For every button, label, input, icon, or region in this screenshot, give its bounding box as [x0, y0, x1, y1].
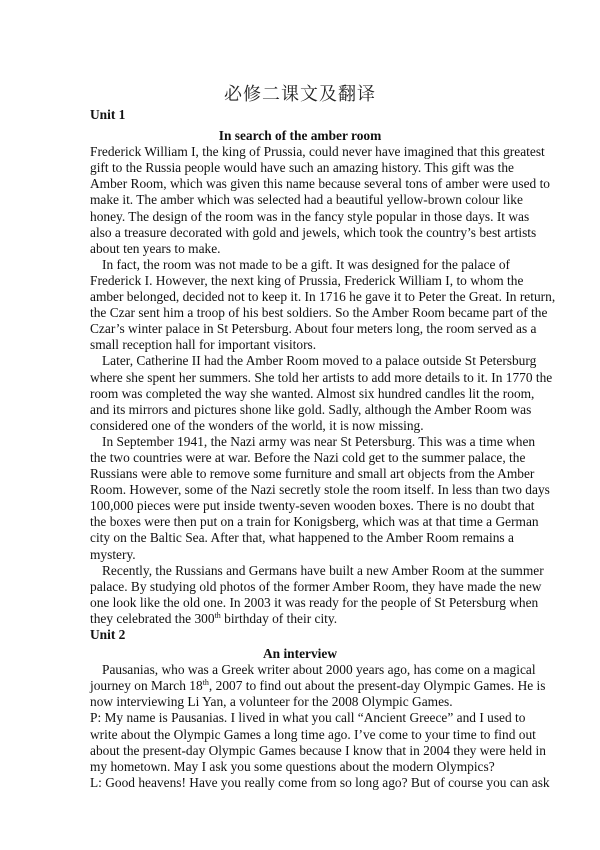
text-line: In September 1941, the Nazi army was near St Petersburg. This was a time when — [102, 433, 536, 449]
text-line: mystery. — [90, 546, 136, 562]
superscript: th — [214, 610, 221, 620]
text-line: and its mirrors and pictures shone like gold. Sadly, although the Amber Room was — [90, 401, 532, 417]
unit-1-heading: In search of the amber room — [218, 128, 382, 144]
text-line: about the present-day Olympic Games because I know that in 2004 they were held in — [90, 742, 546, 758]
text-line: honey. The design of the room was in the fancy style popular in those days. It was — [90, 208, 530, 224]
text-line: room was completed the way she wanted. Almost six hundred candles lit the room, — [90, 385, 535, 401]
paragraph — [90, 433, 550, 563]
text-line: one look like the old one. In 2003 it was ready for the people of St Petersburg when — [90, 594, 539, 610]
text-segment: , 2007 to find out about the present-day Olympic Games. He is — [208, 678, 546, 694]
paragraph — [90, 256, 556, 354]
unit-1-label: Unit 1 — [90, 107, 126, 122]
text-line: city on the Baltic Sea. After that, what happened to the Amber Room remains a — [90, 530, 514, 546]
text-line: Later, Catherine II had the Amber Room moved to a palace outside St Petersburg — [102, 353, 537, 369]
text-line: P: My name is Pausanias. I lived in what you call “Ancient Greece” and I used to — [90, 710, 526, 726]
text-line: amber belonged, decided not to keep it. In 1716 he gave it to Peter the Great. In return, — [90, 289, 556, 305]
text-line: the Czar sent him a troop of his best soldiers. So the Amber Room became part of the — [90, 305, 548, 321]
text-line: the boxes were then put on a train for Konigsberg, which was at that time a German — [90, 514, 539, 530]
text-line: In fact, the room was not made to be a gift. It was designed for the palace of — [102, 256, 510, 272]
text-line: small reception hall for important visitors. — [90, 337, 317, 353]
unit-2-heading: An interview — [262, 646, 337, 662]
paragraph — [90, 144, 550, 257]
text-segment: birthday of their city. — [220, 610, 338, 626]
text-line: Frederick William I, the king of Prussia, could never have imagined that this greatest — [90, 144, 545, 160]
paragraph — [90, 562, 544, 627]
text-line — [90, 678, 546, 694]
text-line: make it. The amber which was selected had a beautiful yellow-brown colour like — [90, 192, 523, 208]
text-line: where she spent her summers. She told her artists to add more details to it. In 1770 the — [90, 369, 553, 385]
text-line: considered one of the wonders of the world, it is now missing. — [90, 417, 424, 433]
text-line: now interviewing Li Yan, a volunteer for the 2008 Olympic Games. — [90, 694, 453, 710]
text-line: Recently, the Russians and Germans have built a new Amber Room at the summer — [102, 562, 544, 578]
text-line — [90, 611, 510, 627]
text-line: Russians were able to remove some furniture and small art objects from the Amber — [90, 466, 535, 482]
text-line: also a treasure decorated with gold and jewels, which took the country’s best artists — [90, 224, 537, 240]
unit-2-label: Unit 2 — [90, 627, 126, 642]
dialogue-turn — [90, 710, 546, 774]
text-line: L: Good heavens! Have you really come from so long ago? But of course you can ask — [90, 774, 550, 790]
text-line: 100,000 pieces were put inside twenty-seven wooden boxes. There is no doubt that — [90, 498, 535, 514]
text-segment: they celebrated the 300 — [90, 610, 215, 626]
text-line: Pausanias, who was a Greek writer about 2000 years ago, has come on a magical — [102, 662, 536, 678]
text-line: about ten years to make. — [90, 240, 221, 256]
superscript: th — [202, 678, 209, 688]
text-line: Room. However, some of the Nazi secretly stole the room itself. In less than two days — [90, 482, 550, 498]
text-line: Amber Room, which was given this name because several tons of amber were used to — [90, 176, 550, 192]
text-line: Czar’s winter palace in St Petersburg. About four meters long, the room served as a — [90, 321, 537, 337]
text-line: palace. By studying old photos of the former Amber Room, they have made the new — [90, 578, 542, 594]
text-segment: journey on March 18 — [90, 678, 203, 694]
paragraph — [90, 353, 553, 433]
paragraph — [90, 662, 546, 710]
text-line: my hometown. May I ask you some questions about the modern Olympics? — [90, 758, 495, 774]
text-line: write about the Olympic Games a long time ago. I’ve come to your time to find out — [90, 726, 536, 742]
text-line: gift to the Russia people would have such an amazing history. This gift was the — [90, 160, 514, 176]
dialogue-turn — [90, 774, 550, 791]
page-title: 必修二课文及翻译 — [224, 84, 376, 105]
text-line: the two countries were at war. Before the Nazi cold get to the summer palace, the — [90, 449, 526, 465]
document-body — [90, 107, 556, 791]
text-line: Frederick I. However, the next king of Prussia, Frederick William I, to whom the — [90, 272, 524, 288]
